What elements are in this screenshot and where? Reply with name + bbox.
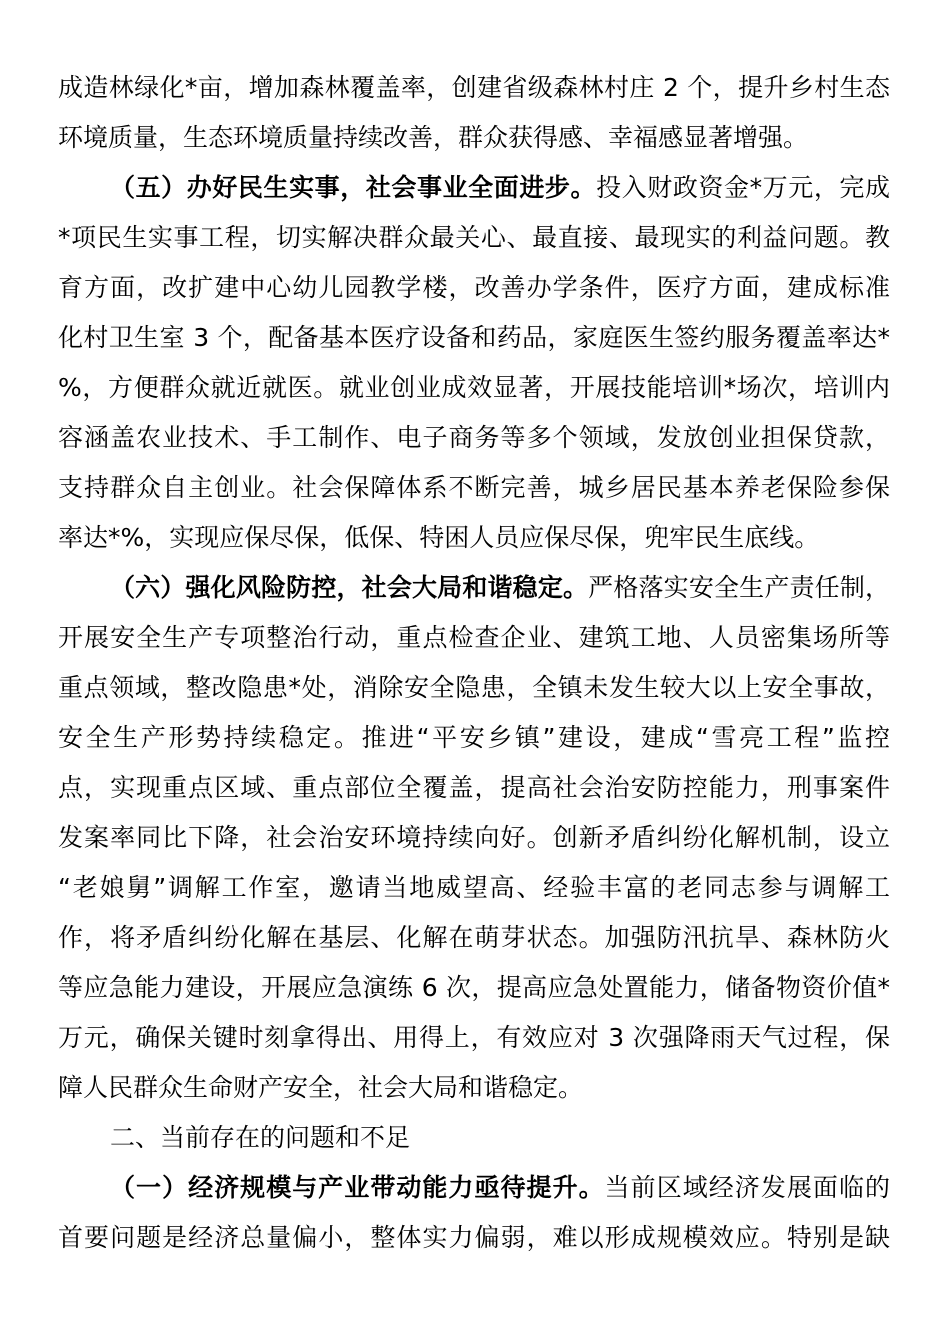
text-run: 投入财政资金*万元，完成 bbox=[596, 173, 890, 202]
text-line: 万元，确保关键时刻拿得出、用得上，有效应对 3 次强降雨天气过程，保 bbox=[58, 1023, 890, 1052]
text-line: 率达*%，实现应保尽保，低保、特困人员应保尽保，兜牢民生底线。 bbox=[58, 523, 820, 552]
paragraph-1 bbox=[58, 63, 890, 163]
text-line bbox=[58, 163, 890, 213]
text-line: %，方便群众就近就医。就业创业成效显著，开展技能培训*场次，培训内 bbox=[58, 373, 890, 402]
paragraph-4 bbox=[58, 1163, 890, 1263]
section-lead-heading: （一）经济规模与产业带动能力亟待提升。 bbox=[110, 1173, 605, 1202]
text-line: 成造林绿化*亩，增加森林覆盖率，创建省级森林村庄 2 个，提升乡村生态 bbox=[58, 73, 890, 102]
text-line: 育方面，改扩建中心幼儿园教学楼，改善办学条件，医疗方面，建成标准 bbox=[58, 273, 890, 302]
text-line: 首要问题是经济总量偏小，整体实力偏弱，难以形成规模效应。特别是缺 bbox=[58, 1223, 890, 1252]
section-lead-heading: （五）办好民生实事，社会事业全面进步。 bbox=[110, 173, 597, 202]
text-line: 等应急能力建设，开展应急演练 6 次，提高应急处置能力，储备物资价值* bbox=[58, 973, 890, 1002]
section-lead-heading: （六）强化风险防控，社会大局和谐稳定。 bbox=[110, 573, 589, 602]
text-line: *项民生实事工程，切实解决群众最关心、最直接、最现实的利益问题。教 bbox=[58, 223, 890, 252]
text-line: 作，将矛盾纠纷化解在基层、化解在萌芽状态。加强防汛抗旱、森林防火 bbox=[58, 923, 890, 952]
text-run: 严格落实安全生产责任制， bbox=[588, 573, 890, 602]
text-line: 点，实现重点区域、重点部位全覆盖，提高社会治安防控能力，刑事案件 bbox=[58, 773, 890, 802]
text-run: 当前区域经济发展面临的 bbox=[604, 1173, 890, 1202]
text-line: 环境质量，生态环境质量持续改善，群众获得感、幸福感显著增强。 bbox=[58, 123, 809, 152]
text-line: 开展安全生产专项整治行动，重点检查企业、建筑工地、人员密集场所等 bbox=[58, 623, 890, 652]
text-line: 重点领域，整改隐患*处，消除安全隐患，全镇未发生较大以上安全事故， bbox=[58, 673, 890, 702]
text-line bbox=[58, 563, 890, 613]
text-line: 安全生产形势持续稳定。推进“平安乡镇”建设，建成“雪亮工程”监控 bbox=[58, 723, 890, 752]
text-line: 发案率同比下降，社会治安环境持续向好。创新矛盾纠纷化解机制，设立 bbox=[58, 823, 890, 852]
text-line: 支持群众自主创业。社会保障体系不断完善，城乡居民基本养老保险参保 bbox=[58, 473, 890, 502]
section-heading: 二、当前存在的问题和不足 bbox=[110, 1123, 411, 1152]
text-line: 化村卫生室 3 个，配备基本医疗设备和药品，家庭医生签约服务覆盖率达* bbox=[58, 323, 890, 352]
paragraph-3 bbox=[58, 563, 890, 1113]
text-line bbox=[58, 1163, 890, 1213]
text-line: “老娘舅”调解工作室，邀请当地威望高、经验丰富的老同志参与调解工 bbox=[58, 873, 890, 902]
text-line: 障人民群众生命财产安全，社会大局和谐稳定。 bbox=[58, 1073, 584, 1102]
text-line: 容涵盖农业技术、手工制作、电子商务等多个领域，发放创业担保贷款， bbox=[58, 423, 890, 452]
paragraph-2 bbox=[58, 163, 890, 563]
